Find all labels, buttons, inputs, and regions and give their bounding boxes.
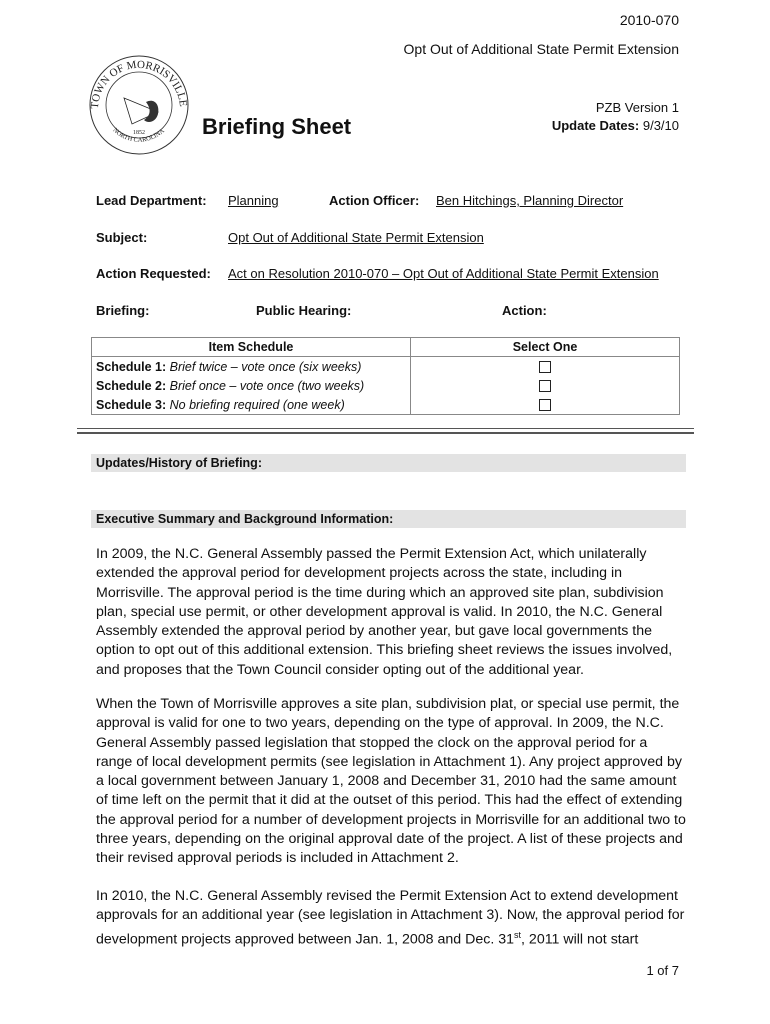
paragraph-3-superscript: st — [514, 929, 522, 940]
svg-text:TOWN OF MORRISVILLE — [89, 59, 189, 109]
action-requested-value: Act on Resolution 2010-070 – Opt Out of Additional State Permit Extension — [228, 266, 659, 281]
schedule-desc: Brief twice – vote once (six weeks) — [166, 359, 362, 374]
schedule-table — [91, 337, 680, 415]
update-dates-label: Update Dates: — [551, 118, 640, 133]
summary-section-header: Executive Summary and Background Information: — [91, 510, 686, 528]
checkbox[interactable] — [539, 380, 551, 392]
schedule-name: Schedule 1: — [96, 359, 167, 374]
subject-label: Subject: — [96, 230, 148, 245]
public-hearing-label: Public Hearing: — [256, 303, 352, 318]
table-row — [92, 357, 680, 377]
select-cell — [411, 376, 680, 395]
document-number: 2010-070 — [619, 12, 679, 28]
item-schedule-header: Item Schedule — [92, 338, 411, 357]
body-paragraph — [96, 887, 686, 950]
action-label: Action: — [502, 303, 547, 318]
seal-year: 1852 — [133, 130, 145, 136]
paragraph-3-text-end: , 2011 will not start — [521, 931, 639, 948]
subject-value: Opt Out of Additional State Permit Extension — [228, 230, 484, 245]
action-requested-label: Action Requested: — [96, 266, 211, 281]
schedule-cell — [92, 395, 411, 415]
checkbox[interactable] — [539, 399, 551, 411]
town-seal-logo — [88, 54, 190, 156]
seal-bottom-text: NORTH CAROLINA — [111, 126, 166, 144]
schedule-desc: No briefing required (one week) — [166, 397, 345, 412]
paragraph-3-text: In 2010, the N.C. General Assembly revised the Permit Extension Act to extend development approvals for an additional year (see legislation in Attachment 3). Now, the approval period for development projects approved between Jan. 1, 2008 and Dec. 31 — [96, 888, 685, 948]
table-row — [92, 376, 680, 395]
select-cell — [411, 395, 680, 415]
body-paragraph — [96, 545, 686, 680]
page-number: 1 of 7 — [646, 963, 679, 978]
paragraph-3 — [96, 887, 686, 950]
briefing-label: Briefing: — [96, 303, 150, 318]
select-one-header: Select One — [411, 338, 680, 357]
table-header-row — [92, 338, 680, 357]
document-subject: Opt Out of Additional State Permit Extension — [403, 41, 679, 57]
schedule-name: Schedule 2: — [96, 378, 167, 393]
schedule-cell — [92, 357, 411, 377]
select-cell — [411, 357, 680, 377]
page-title: Briefing Sheet — [202, 114, 352, 139]
lead-department-label: Lead Department: — [96, 193, 207, 208]
divider — [77, 428, 694, 429]
updates-section-header: Updates/History of Briefing: — [91, 454, 686, 472]
lead-department-value: Planning — [228, 193, 279, 208]
divider — [77, 432, 694, 434]
version-label: PZB Version 1 — [595, 100, 679, 115]
paragraph-1: In 2009, the N.C. General Assembly passed the Permit Extension Act, which unilaterally extended the approval period for development projects across the state, including in Morrisville. The approval period is the time during which an approved site plan, subdivision plan, special use permit, or other development approval is valid. In 2010, the N.C. General Assembly extended the approval period by another year, but gave local governments the option to opt out of this additional extension. This briefing sheet reviews the issues involved, and proposes that the Town Council consider opting out of the additional year. — [96, 546, 673, 678]
update-dates-value: 9/3/10 — [639, 118, 679, 133]
table-row — [92, 395, 680, 415]
schedule-cell — [92, 376, 411, 395]
paragraph-2: When the Town of Morrisville approves a site plan, subdivision plat, or special use permit, the approval is valid for one to two years, depending on the type of approval. In 2009, the N.C. General Assembly passed legislation that stopped the clock on the approval period for a range of local development permits (see legislation in Attachment 1). Any project approved by a local government between January 1, 2008 and December 31, 2010 had the same amount of time left on the permit that it did at the outset of this period. This had the effect of extending the approval period for a number of development projects in Morrisville for an additional two to three years, depending on the original approval date of the project. A list of these projects and their revised approval periods is included in Attachment 2. — [96, 696, 686, 867]
checkbox[interactable] — [539, 361, 551, 373]
body-paragraph — [96, 695, 686, 869]
action-officer-value: Ben Hitchings, Planning Director — [436, 193, 624, 208]
schedule-name: Schedule 3: — [96, 397, 167, 412]
schedule-desc: Brief once – vote once (two weeks) — [166, 378, 365, 393]
action-officer-label: Action Officer: — [329, 193, 420, 208]
update-dates — [552, 118, 679, 133]
seal-top-text: TOWN OF MORRISVILLE — [88, 58, 190, 110]
